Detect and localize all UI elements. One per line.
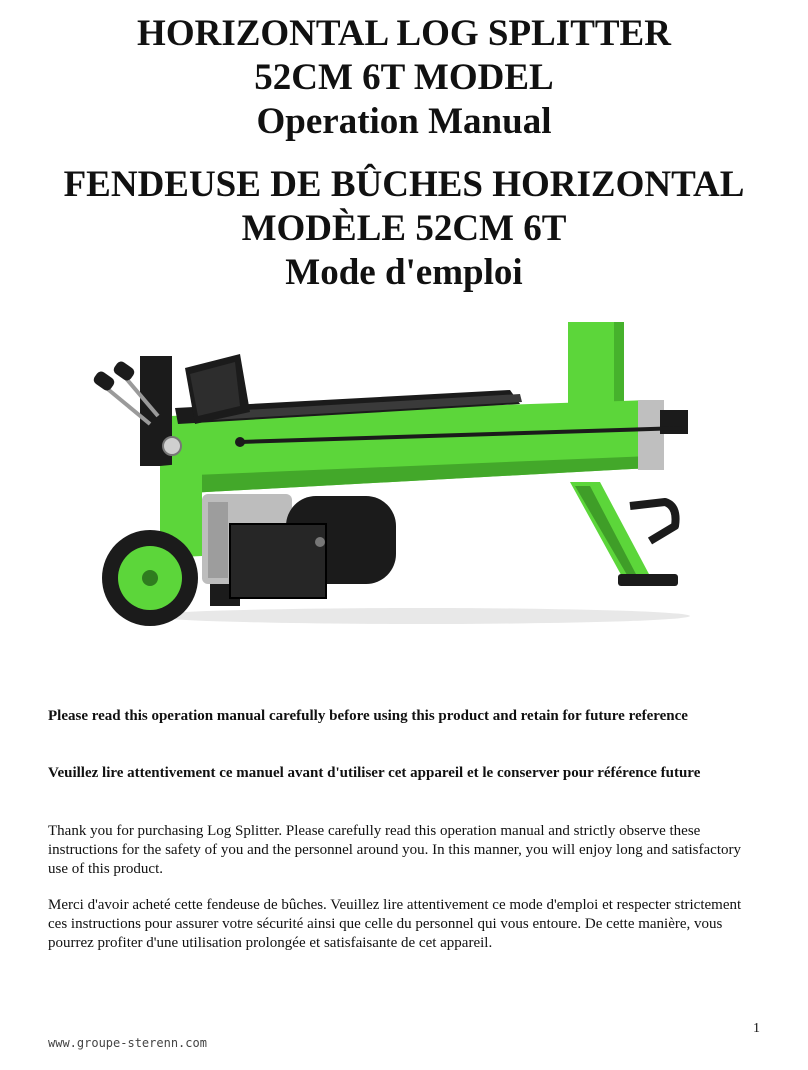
title-en-line-3: Operation Manual (256, 101, 552, 142)
title-fr-line-2: MODÈLE 52CM 6T (241, 208, 567, 249)
notice-read-en: Please read this operation manual carefully before using this product and retain for future reference (48, 708, 688, 724)
rear-foot (618, 574, 678, 586)
log-splitter-illustration (90, 316, 700, 632)
switch-screw (315, 537, 325, 547)
motor-fins (208, 502, 228, 578)
pressure-knob (163, 437, 181, 455)
title-en-line-1: HORIZONTAL LOG SPLITTER (137, 13, 671, 54)
notice-thanks-fr: Merci d'avoir acheté cette fendeuse de bûches. Veuillez lire attentivement ce mode d'emploi et respecter strictement ces instructions pour assurer votre sécurité ainsi que celle du personnel qui vous entoure. De cette manière, vous pourrez profiter d'une utilisation prolongée et satisfaisante de cet appareil. (48, 897, 742, 951)
carry-handle (630, 502, 676, 541)
title-fr-line-1: FENDEUSE DE BÛCHES HORIZONTAL (63, 164, 745, 205)
notice-read-fr: Veuillez lire attentivement ce manuel avant d'utiliser cet appareil et le conserver pour référence future (48, 765, 701, 781)
motor-switch-box (230, 524, 326, 598)
title-en-line-2: 52CM 6T MODEL (254, 57, 554, 98)
ground-shadow (150, 608, 690, 624)
title-fr-line-3: Mode d'emploi (285, 252, 523, 293)
title-french (0, 163, 808, 295)
control-rod-end (235, 437, 245, 447)
lever-1-grip (92, 370, 116, 393)
notice-thanks-en: Thank you for purchasing Log Splitter. Please carefully read this operation manual and strictly observe these instructions for the safety of you and the personnel around you. In this manner, you will enjoy long and satisfactory use of this product. (48, 823, 741, 877)
wheel-axle (142, 570, 158, 586)
title-english (0, 12, 808, 144)
page-number: 1 (753, 1021, 760, 1036)
footer-url: www.groupe-sterenn.com (48, 1036, 207, 1050)
lever-2-grip (112, 360, 136, 383)
